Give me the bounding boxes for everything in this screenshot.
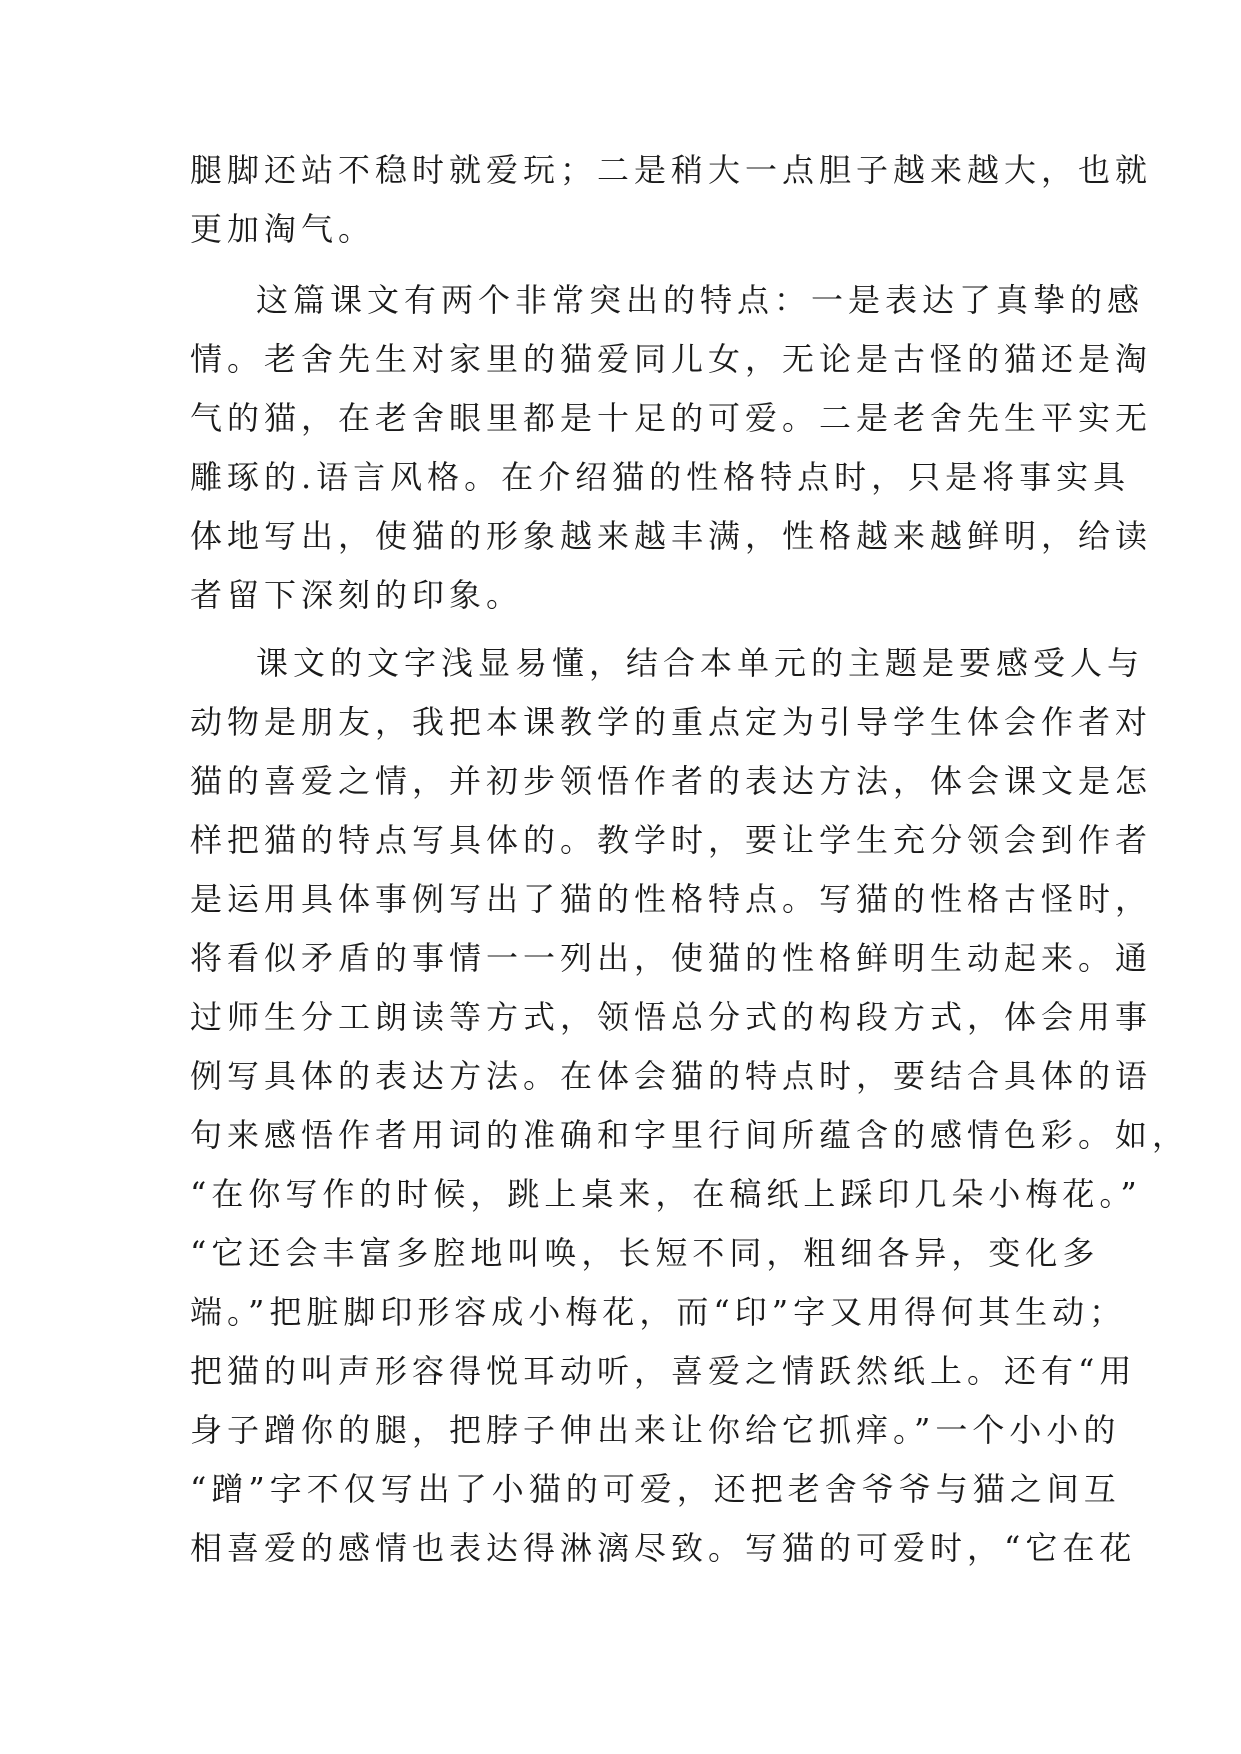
text-line: “蹭”字不仅写出了小猫的可爱，还把老舍爷爷与猫之间互 — [190, 1470, 1121, 1508]
text-line: 句来感悟作者用词的准确和字里行间所蕴含的感情色彩。如， — [190, 1116, 1190, 1154]
text-line: 情。老舍先生对家里的猫爱同儿女，无论是古怪的猫还是淘 — [190, 340, 1153, 378]
text-line: 气的猫，在老舍眼里都是十足的可爱。二是老舍先生平实无 — [190, 399, 1153, 437]
text-line: 身子蹭你的腿，把脖子伸出来让你给它抓痒。”一个小小的 — [190, 1411, 1121, 1449]
text-line: 过师生分工朗读等方式，领悟总分式的构段方式，体会用事 — [190, 998, 1153, 1036]
paragraph-first-line: 这篇课文有两个非常突出的特点：一是表达了真挚的感 — [256, 281, 1145, 319]
text-line: “它还会丰富多腔地叫唤，长短不同，粗细各异，变化多 — [190, 1234, 1100, 1272]
text-line: 动物是朋友，我把本课教学的重点定为引导学生体会作者对 — [190, 703, 1153, 741]
text-line: 体地写出，使猫的形象越来越丰满，性格越来越鲜明，给读 — [190, 517, 1153, 555]
text-line: 更加淘气。 — [190, 210, 376, 248]
text-line: 例写具体的表达方法。在体会猫的特点时，要结合具体的语 — [190, 1057, 1153, 1095]
text-line: 样把猫的特点写具体的。教学时，要让学生充分领会到作者 — [190, 821, 1153, 859]
text-line: 把猫的叫声形容得悦耳动听，喜爱之情跃然纸上。还有“用 — [190, 1352, 1137, 1390]
text-line: 是运用具体事例写出了猫的性格特点。写猫的性格古怪时， — [190, 880, 1153, 918]
text-line: 端。”把脏脚印形容成小梅花，而“印”字又用得何其生动； — [190, 1293, 1127, 1331]
text-line: 猫的喜爱之情，并初步领悟作者的表达方法，体会课文是怎 — [190, 762, 1153, 800]
text-line: 相喜爱的感情也表达得淋漓尽致。写猫的可爱时，“它在花 — [190, 1529, 1137, 1567]
text-line: 将看似矛盾的事情一一列出，使猫的性格鲜明生动起来。通 — [190, 939, 1153, 977]
text-line: 雕琢的.语言风格。在介绍猫的性格特点时，只是将事实具 — [190, 458, 1131, 496]
text-line: “在你写作的时候，跳上桌来，在稿纸上踩印几朵小梅花。” — [190, 1175, 1142, 1213]
text-line: 者留下深刻的印象。 — [190, 576, 524, 614]
text-line: 腿脚还站不稳时就爱玩；二是稍大一点胆子越来越大，也就 — [190, 151, 1153, 189]
paragraph-first-line: 课文的文字浅显易懂，结合本单元的主题是要感受人与 — [256, 644, 1145, 682]
